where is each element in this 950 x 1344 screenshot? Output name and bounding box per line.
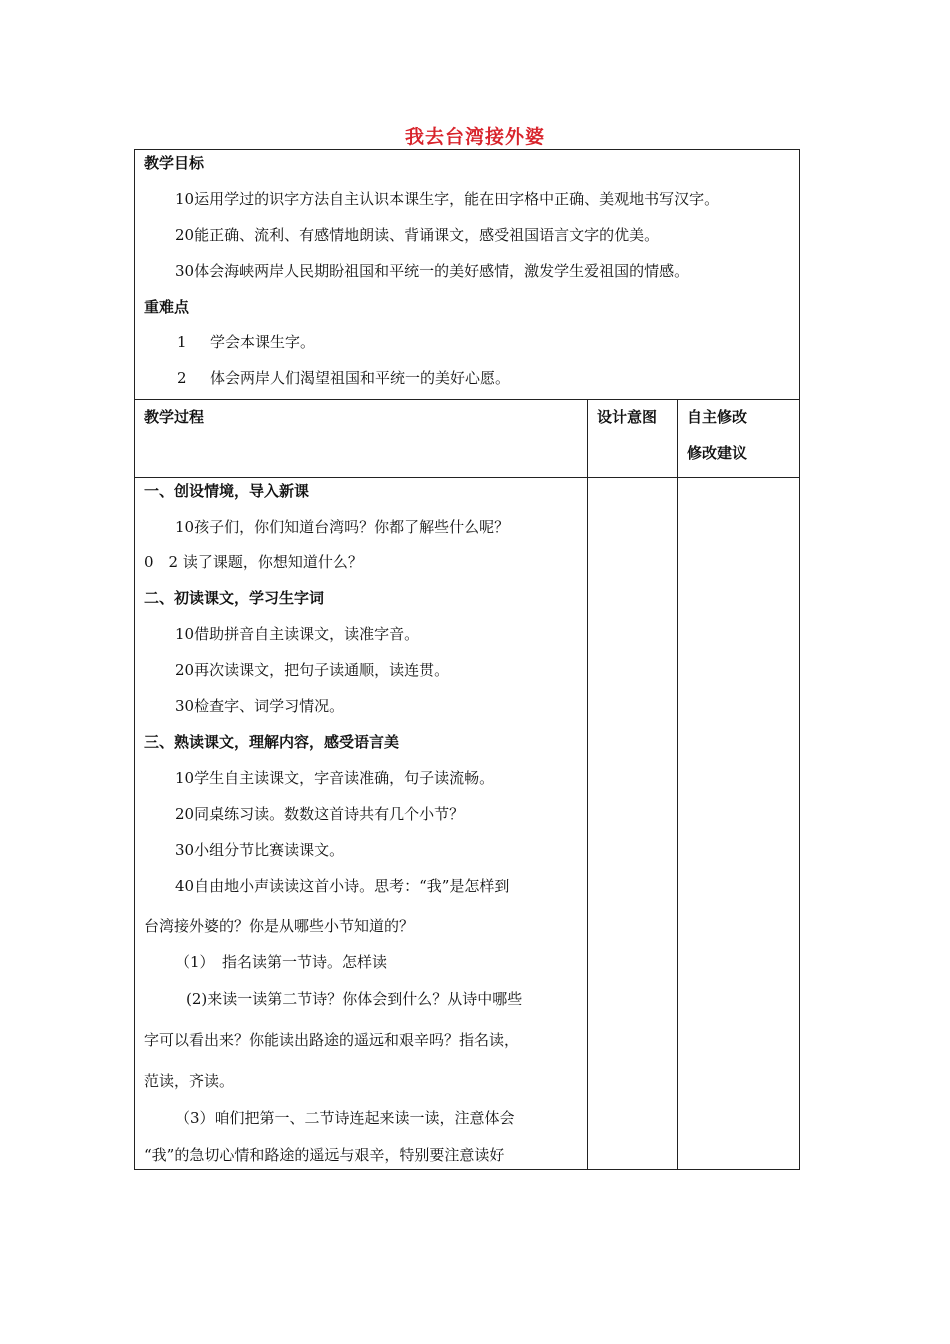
section-3-point-3a: （3）咱们把第一、二节诗连起来读一读，注意体会 [175, 1109, 515, 1127]
section-3-point-3b: “我”的急切心情和路途的遥远与艰辛，特别要注意读好 [144, 1146, 505, 1164]
section-2-heading: 二、初读课文，学习生字词 [144, 589, 325, 607]
section-3-line-4a: 40自由地小声读读这首小诗。思考：“我”是怎样到 [175, 877, 510, 895]
objective-item-2: 20能正确、流利、有感情地朗读、背诵课文，感受祖国语言文字的优美。 [175, 226, 660, 244]
section-1-line-1: 10孩子们，你们知道台湾吗？你都了解些什么呢？ [175, 518, 510, 536]
key-point-text-1: 学会本课生字。 [210, 333, 316, 351]
column-header-process: 教学过程 [144, 408, 205, 426]
document-title: 我去台湾接外婆 [404, 126, 545, 148]
section-3-line-4b: 台湾接外婆的？你是从哪些小节知道的？ [144, 917, 415, 935]
section-1-heading: 一、创设情境，导入新课 [144, 482, 310, 500]
table-column-divider-1 [587, 399, 588, 1170]
section-3-point-2b: 字可以看出来？你能读出路途的遥远和艰辛吗？指名读， [144, 1031, 520, 1049]
column-header-revise: 自主修改 [687, 408, 748, 426]
section-1-line-2: 0 2 读了课题，你想知道什么？ [144, 553, 363, 571]
key-point-text-2: 体会两岸人们渴望祖国和平统一的美好心愿。 [210, 369, 511, 387]
key-points-heading: 重难点 [144, 298, 190, 316]
section-2-line-2: 20再次读课文，把句子读通顺，读连贯。 [175, 661, 450, 679]
table-right-border [799, 149, 800, 1170]
section-3-point-2a: (2)来读一读第二节诗？你体会到什么？从诗中哪些 [186, 990, 523, 1008]
table-top-border [134, 149, 800, 150]
section-2-line-1: 10借助拼音自主读课文，读准字音。 [175, 625, 420, 643]
table-column-divider-2 [677, 399, 678, 1170]
table-left-border [134, 149, 135, 1170]
section-3-point-2c: 范读，齐读。 [144, 1072, 235, 1090]
section-2-line-3: 30检查字、词学习情况。 [175, 697, 345, 715]
section-3-heading: 三、熟读课文，理解内容，感受语言美 [144, 733, 400, 751]
section-3-point-1: （1） 指名读第一节诗。怎样读 [175, 953, 388, 971]
objective-item-3: 30体会海峡两岸人民期盼祖国和平统一的美好感情，激发学生爱祖国的情感。 [175, 262, 690, 280]
table-divider-header [134, 477, 800, 478]
section-3-line-2: 20同桌练习读。数数这首诗共有几个小节？ [175, 805, 465, 823]
key-point-number-1: 1 [177, 333, 187, 351]
key-point-number-2: 2 [177, 369, 187, 387]
table-divider-objectives [134, 399, 800, 400]
column-header-suggestion: 修改建议 [687, 444, 748, 462]
objective-item-1: 10运用学过的识字方法自主认识本课生字，能在田字格中正确、美观地书写汉字。 [175, 190, 720, 208]
column-header-intent: 设计意图 [597, 408, 658, 426]
section-3-line-1: 10学生自主读课文，字音读准确，句子读流畅。 [175, 769, 495, 787]
table-bottom-border [134, 1169, 800, 1170]
objectives-heading: 教学目标 [144, 154, 205, 172]
section-3-line-3: 30小组分节比赛读课文。 [175, 841, 345, 859]
